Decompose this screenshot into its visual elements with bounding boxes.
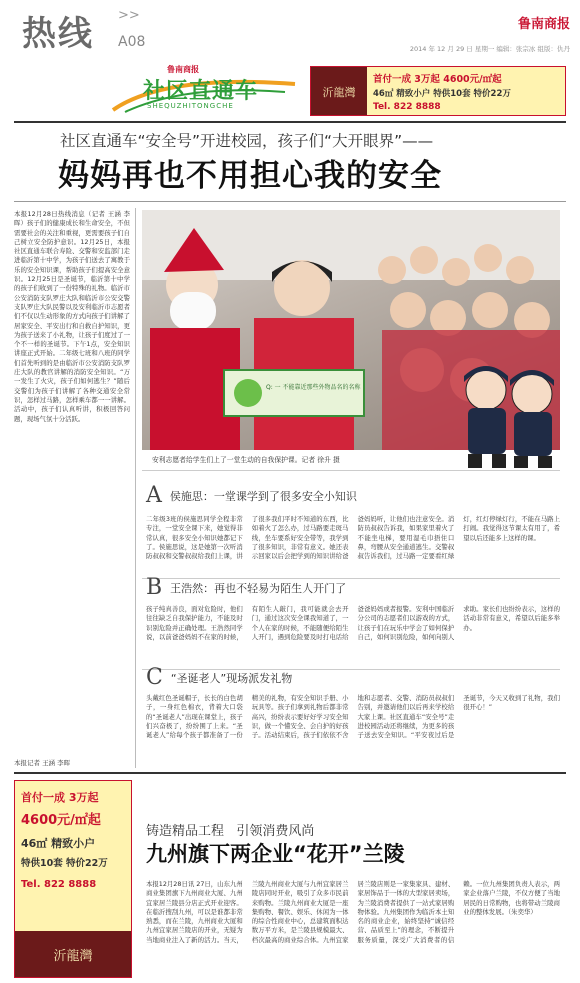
section-arrows: >> [118,8,140,23]
ad-logo-text: 沂龍灣 [322,86,356,99]
section-c-letter: C [146,665,163,690]
section-title: 热线 [22,14,94,54]
ad-phone: Tel. 822 8888 [373,102,441,112]
police-officers-icon [452,360,564,470]
bottom-ad-phone: Tel. 822 8888 [21,879,97,890]
article2-headline: 九州旗下两企业“花开”兰陵 [146,842,405,866]
section-b-title: 王浩然：再也不轻易为陌生人开门了 [170,581,347,595]
bottom-ad-logo-text: 沂龍灣 [53,949,93,964]
article-kicker: 社区直通车“安全号”开进校园，孩子们“大开眼界”—— [60,132,434,150]
banner-brand: 鲁南商报 [167,65,199,74]
section-b-header [146,575,346,600]
article2-text: 本报12月28日讯 27日，山东九州商业集团旗下九州商业大厦、九州宜家居兰陵县分店正式开业迎客。在临沂搜刮九州，可以是谁都非常熟悉，而在兰陵，九州商业大厦和九州宜家居兰陵店的开业，无疑为当地商业注入了新的活力。当天，兰陵九州商业大厦与九州宜家居兰陵店同时开业，吸引了众多市民前来购物。兰陵九州商业大厦是一座集购物、餐饮、娱乐、休闲为一体的综合性商业中心，总建筑面积达数万平方米，是兰陵县规模最大、档次最高的商业综合体。九州宜家居兰陵店则是一家集家具、建材、家居饰品于一体的大型家居卖场，为兰陵消费者提供了一站式家居购物体验。九州集团作为临沂本土知名的商业企业，始终坚持“诚信经营、品质至上”的理念，不断提升服务质量，深受广大消费者的信赖。一位九州集团负责人表示，两家企业落户兰陵，不仅方便了当地居民的日常购物，也将带动兰陵商业的整体发展。（朱奕华） [146,880,560,944]
section-a-text: 二年级3班的侯施思同学全程非常专注，一堂安全课下来，她觉得非常认真，很多安全小知识她都记下了。侯施思说，这是她第一次听消防叔叔和交警叔叔给我们上课，讲了很多我们平时不知道的东西，比如着火了怎么办，过马路要走斑马线，坐车要系好安全带等，我学到了很多知识，非常有意义。她还表示回家以后会把学到的知识讲给爸爸妈妈听，让他们也注意安全。消防员叔叔告诉我，如果家里着火了不能坐电梯，要用湿毛巾捂住口鼻，弯腰从安全通道逃生。交警叔叔告诉我们，过马路一定要看红绿灯，红灯停绿灯行，不能在马路上打闹。我觉得这节课太有用了，希望以后还能多上这样的课。 [146,515,560,561]
safety-sign-text: Q: 一 不能靠近那些外物品名的名称 [266,384,361,391]
community-banner [105,62,305,116]
page-number: A08 [118,34,146,50]
header-divider [14,121,566,123]
bottom-advertisement[interactable] [14,780,132,978]
lead-byline: 本报记者 王涵 李晖 [14,759,71,767]
dateline: 2014 年 12 月 29 日 星期一 编辑：张宗冰 组版：仇丹 [409,45,570,53]
section-c-text: 头戴红色圣诞帽子，长长的白色胡子，一身红色棉衣，背着大口袋的“圣诞老人”出现在课堂上，孩子们兴奋极了，纷纷围了上来。“圣诞老人”给每个孩子都准备了一份精美的礼物，有安全知识手册、小玩具等。孩子们拿到礼物后都非常高兴，纷纷表示要好好学习安全知识，做一个懂安全、会自护的好孩子。活动结束后，孩子们依依不舍地和志愿者、交警、消防员叔叔们告别，并邀请他们以后再来学校给大家上课。社区直通车“安全号”走进校园活动还将继续，为更多的孩子送去安全知识。“平安夜过后是圣诞节，今天又收到了礼物，我们很开心！” [146,694,560,740]
lead-divider [135,208,136,768]
article-headline: 妈妈再也不用担心我的安全 [58,158,442,194]
headline-divider [14,201,566,202]
santa-beard [170,292,216,330]
caption-divider [142,470,560,471]
ad-logo-block [311,67,367,115]
section-a-header [146,483,357,508]
photo-caption: 安利志愿者给学生们上了一堂生动的自我保护课。记者 徐升 摄 [152,456,340,464]
section-a-title: 侯施思：一堂课学到了很多安全小知识 [169,489,357,503]
banner-title: 社区直通车 [143,79,259,104]
bottom-ad-line-4: 特供10套 特价22万 [21,858,108,869]
top-advertisement[interactable] [310,66,566,116]
bottom-ad-line-2: 4600元/㎡起 [21,813,101,828]
article-end-divider [14,772,566,774]
banner-pinyin: SHEQUZHITONGCHE [147,102,234,110]
ad-line-1: 首付一成 3万起 4600元/㎡起 [373,74,502,85]
section-a-letter: A [146,483,162,508]
newspaper-brand: 鲁南商报 [517,17,570,32]
bottom-ad-line-3: 46㎡ 精致小户 [21,837,96,850]
police-cartoon [452,360,564,470]
section-c-title: “圣诞老人”现场派发礼物 [170,671,293,685]
article2-kicker: 铸造精品工程 引领消费风尚 [146,824,315,839]
section-c-header [146,665,292,690]
sign-cartoon [234,379,262,407]
bottom-ad-logo-block [15,931,131,977]
bottom-ad-line-1: 首付一成 3万起 [21,791,99,804]
page-header [0,0,580,62]
section-b-letter: B [146,575,163,600]
lead-column: 本报12月28日热线消息（记者 王涵 李晖）孩子们的健康成长和生命安全，不但需要社会的关注和重视，更需要孩子们自己树立安全防护意识。12月25日，本报社区直通车联合寿险、交警和安监部门走进临沂第十中学，为孩子们送去了寓教于乐的安全知识课，帮助孩子们提高安全意识。12月25日是圣诞节，临沂第十中学的孩子们收到了一份特殊的礼物。临沂市公安消防支队罗庄大队和临沂市公安交警支队罗庄大队民警以及安利临沂市志愿者们不仅以生动形象的方式向孩子们讲解了居家安全、平安出行和自救自护知识，更为孩子送来了小礼物，让孩子们度过了一个不一样的圣诞节。下午1点，安全知识讲座正式开始。二年级七班和八班的同学们首先听到的是由临沂市公安消防支队罗庄大队的教官讲解的消防安全知识。“万一发生了火灾，孩子们如何逃生？”随后交警们为孩子们讲解了各种交通安全常识，怎样过马路，怎样乘车都一一讲解。活动中，孩子们认真听讲，积极回答问题，现场气氛十分活跃。 [14,210,130,423]
ad-line-2: 46㎡ 精致小户 特供10套 特价22万 [373,89,511,99]
section-b-text: 孩子纯真善良，面对危险时，他们往往缺乏自我保护能力，不能及时识别危险并正确处理。王浩然同学说，以前爸爸妈妈不在家的时候，有陌生人敲门，我可能就会去开门，通过这次安全课我知道了，一个人在家的时候，不能随便给陌生人开门，遇到危险要及时打电话给爸爸妈妈或者报警。安利中国临沂分公司的志愿者们以游戏的方式，让孩子们在玩乐中学会了如何保护自己，如何识别危险，如何向别人求助。家长们也纷纷表示，这样的活动非常有意义，希望以后能多举办。 [146,605,560,641]
